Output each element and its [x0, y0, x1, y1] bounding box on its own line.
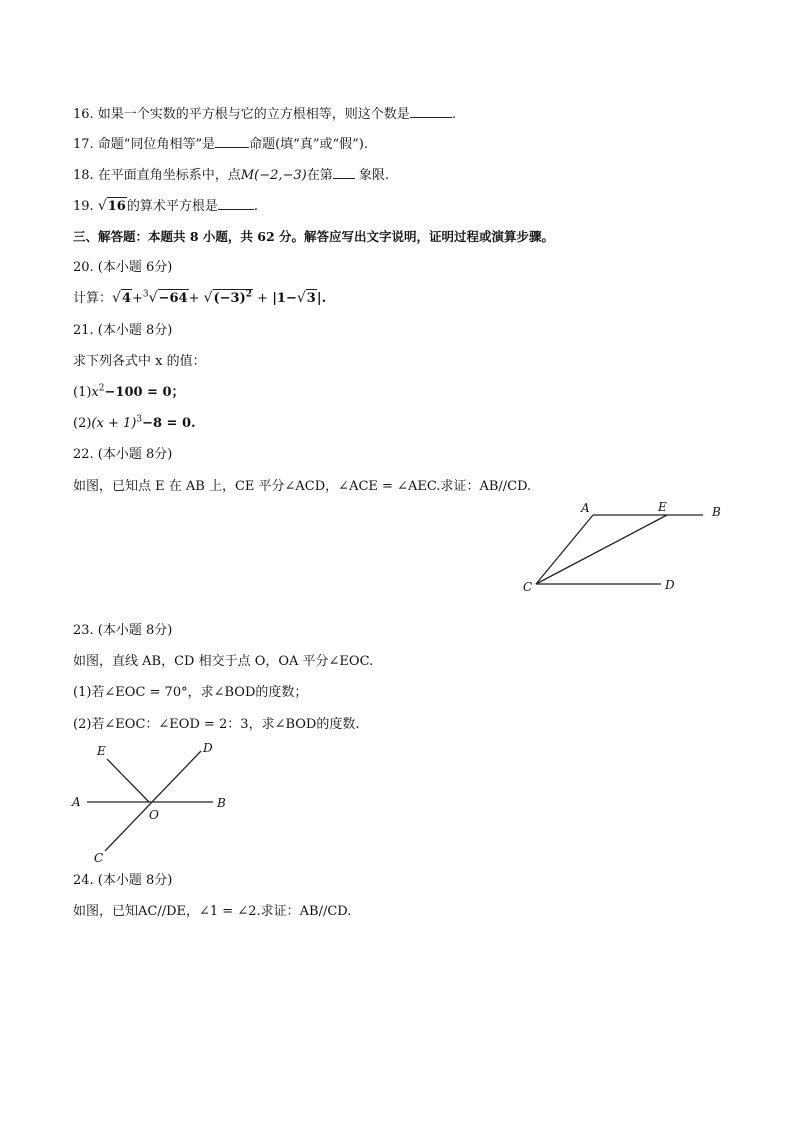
label-c: C [523, 580, 533, 594]
radicand [213, 289, 254, 308]
variable: x [91, 385, 99, 400]
sqrt-icon: √ [203, 290, 213, 306]
answer-blank [333, 165, 355, 179]
radicand: 3 [306, 291, 316, 306]
q21-part2 [73, 415, 196, 433]
label-c: C [94, 851, 104, 865]
q20-header: 20. (本小题 6分) [73, 260, 173, 275]
label-d: D [665, 578, 675, 592]
section-heading: 三、解答题：本题共 8 小题，共 62 分。解答应写出文字说明，证明过程或演算步骤。 [73, 229, 555, 244]
equation-base: (x + 1) [91, 416, 137, 431]
label-o: O [149, 808, 159, 822]
q23-text: 如图，直线 AB，CD 相交于点 O，OA 平分∠EOC. [73, 654, 374, 669]
q21-intro: 求下列各式中 x 的值： [73, 354, 206, 369]
label-e: E [658, 500, 667, 514]
q24-header: 24. (本小题 8分) [73, 873, 173, 888]
ray-oe [107, 759, 149, 802]
q23-part2: (2)若∠EOC：∠EOD = 2：3，求∠BOD的度数. [73, 717, 360, 732]
q20-expression [73, 289, 326, 308]
label-b: B [217, 796, 226, 810]
sqrt-icon: √ [112, 290, 121, 306]
line-ce [536, 515, 667, 584]
cube-root-icon: √ [148, 290, 158, 306]
question-19 [73, 196, 258, 216]
abs-open: |1− [272, 291, 297, 306]
plus-sign: + [257, 291, 269, 306]
exponent: 2 [98, 383, 105, 394]
plus-sign: + [188, 291, 200, 306]
equation-rest: −8 = 0. [142, 416, 196, 431]
q19-end: . [253, 199, 258, 214]
q16-end: . [451, 107, 456, 122]
label-e: E [97, 744, 106, 758]
q16-text: 16. 如果一个实数的平方根与它的立方根相等，则这个数是 [73, 107, 410, 122]
q18-text: 18. 在平面直角坐标系中，点 [73, 168, 241, 183]
line-cd [105, 751, 201, 851]
q22-header: 22. (本小题 8分) [73, 447, 173, 462]
part-label: (2) [73, 416, 92, 431]
question-17 [73, 134, 368, 154]
root-index: 3 [142, 289, 149, 300]
sqrt-icon: √ [97, 198, 107, 214]
answer-blank [410, 104, 452, 118]
line-ca [536, 515, 593, 584]
q23-part1: (1)若∠EOC = 70°，求∠BOD的度数； [73, 685, 308, 700]
radicand: −64 [158, 291, 188, 306]
q19-prefix: 19. [73, 199, 94, 214]
q18-end: 象限. [358, 168, 390, 183]
plus-sign: + [131, 291, 143, 306]
q17-text: 17. 命题“同位角相等”是 [73, 137, 216, 152]
q17-end: 命题(填“真”或“假”). [249, 137, 368, 152]
q20-prefix: 计算： [73, 291, 113, 306]
q24-text: 如图，已知AC//DE，∠1 = ∠2.求证：AB//CD. [73, 904, 352, 919]
answer-blank [218, 196, 254, 210]
q21-header: 21. (本小题 8分) [73, 323, 173, 338]
question-18 [73, 165, 389, 185]
q21-part1 [73, 384, 185, 402]
q19-text: 的算术平方根是 [126, 199, 218, 214]
equation-rest: −100 = 0； [104, 385, 185, 400]
sqrt-icon: √ [296, 290, 306, 306]
label-d: D [203, 741, 213, 755]
q18-mid: 在第 [306, 168, 333, 183]
label-a: A [72, 795, 81, 809]
q22-text: 如图，已知点 E 在 AB 上，CE 平分∠ACD，∠ACE = ∠AEC.求证：AB//CD. [73, 479, 532, 494]
q19-radicand: 16 [107, 199, 126, 214]
label-b: B [712, 505, 721, 519]
label-a: A [581, 501, 590, 515]
abs-close: |. [316, 291, 327, 306]
q23-header: 23. (本小题 8分) [73, 623, 173, 638]
radicand-base: (−3) [213, 291, 246, 306]
exponent: 2 [245, 289, 253, 300]
question-16 [73, 104, 456, 124]
radicand: 4 [121, 291, 131, 306]
q18-point: M(−2,−3) [240, 168, 307, 183]
answer-blank [215, 134, 249, 148]
q23-figure [65, 738, 240, 868]
exponent: 3 [136, 414, 143, 425]
part-label: (1) [73, 385, 92, 400]
q22-figure [515, 498, 730, 598]
